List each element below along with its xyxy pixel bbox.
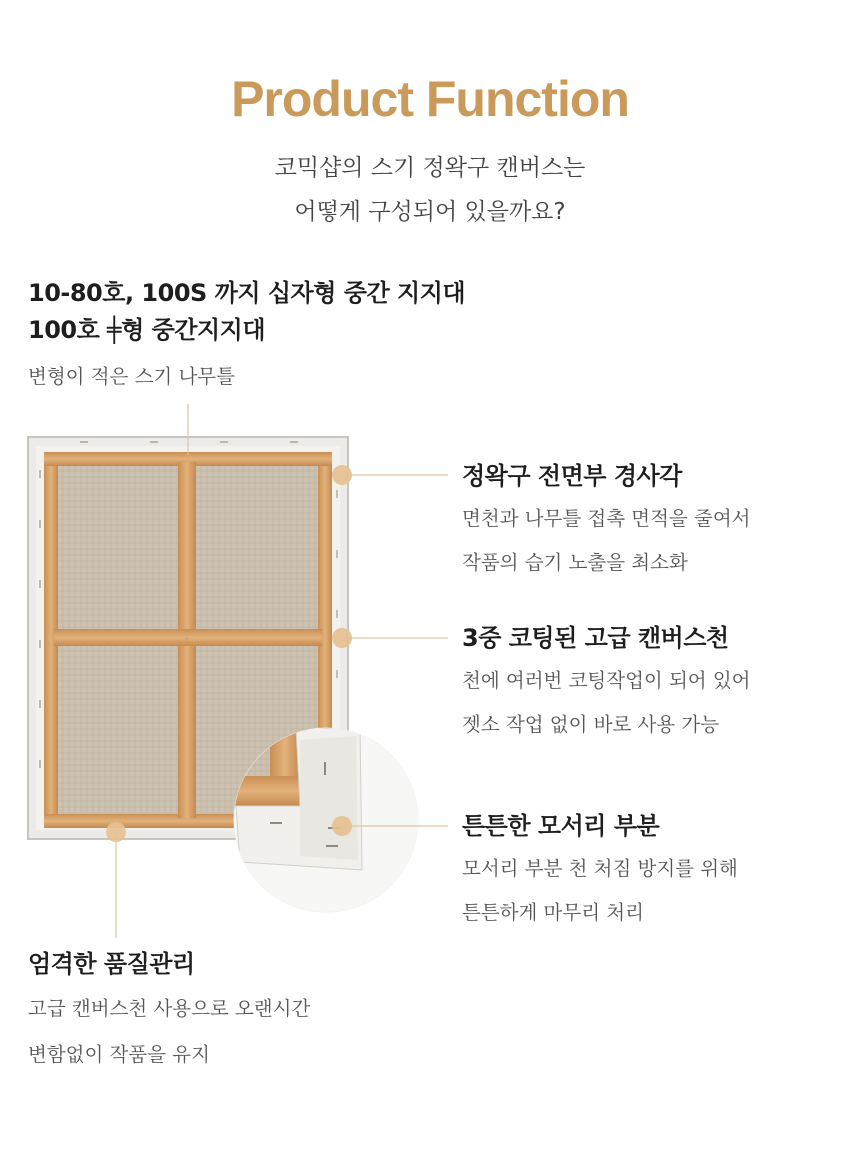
- frame-horizontal-brace: [54, 629, 322, 646]
- feature-quality-desc-2: 변함없이 작품을 유지: [28, 1043, 210, 1066]
- feature-coating-desc-1: 천에 여러번 코팅작업이 되어 있어: [462, 669, 751, 692]
- feature-coating-heading: 3중 코팅된 고급 캔버스천: [462, 624, 729, 652]
- feature-quality: [28, 946, 310, 1075]
- feature-frame-heading-2: 100호 ╪형 중간지지대: [28, 316, 266, 344]
- feature-corner: [462, 808, 738, 933]
- marker-bevel: [332, 465, 352, 485]
- svg-text:·: ·: [186, 636, 188, 643]
- feature-corner-heading: 튼튼한 모서리 부분: [462, 812, 660, 840]
- feature-frame-desc: 변형이 적은 스기 나무틀: [28, 365, 235, 388]
- feature-quality-heading: 엄격한 품질관리: [28, 950, 195, 978]
- feature-frame-heading-1: 10-80호, 100S 까지 십자형 중간 지지대: [28, 279, 466, 307]
- marker-corner: [332, 816, 352, 836]
- feature-corner-desc-1: 모서리 부분 천 처짐 방지를 위해: [462, 857, 738, 880]
- feature-corner-desc-2: 튼튼하게 마무리 처리: [462, 901, 644, 924]
- page-title: Product Function: [231, 71, 629, 127]
- marker-quality: [106, 822, 126, 842]
- subtitle-line-2: 어떻게 구성되어 있을까요?: [294, 199, 566, 225]
- feature-coating-desc-2: 젯소 작업 없이 바로 사용 가능: [462, 713, 720, 736]
- feature-bevel-heading: 정왁구 전면부 경사각: [462, 462, 682, 490]
- feature-bevel: [462, 458, 751, 583]
- feature-coating: [462, 620, 751, 745]
- feature-bevel-desc-2: 작품의 습기 노출을 최소화: [462, 551, 688, 574]
- feature-quality-desc-1: 고급 캔버스천 사용으로 오랜시간: [28, 997, 311, 1020]
- feature-bevel-desc-1: 면천과 나무틀 접촉 면적을 줄여서: [462, 507, 751, 530]
- marker-coating: [332, 628, 352, 648]
- subtitle-line-1: 코믹샵의 스기 정왁구 캔버스는: [274, 155, 586, 181]
